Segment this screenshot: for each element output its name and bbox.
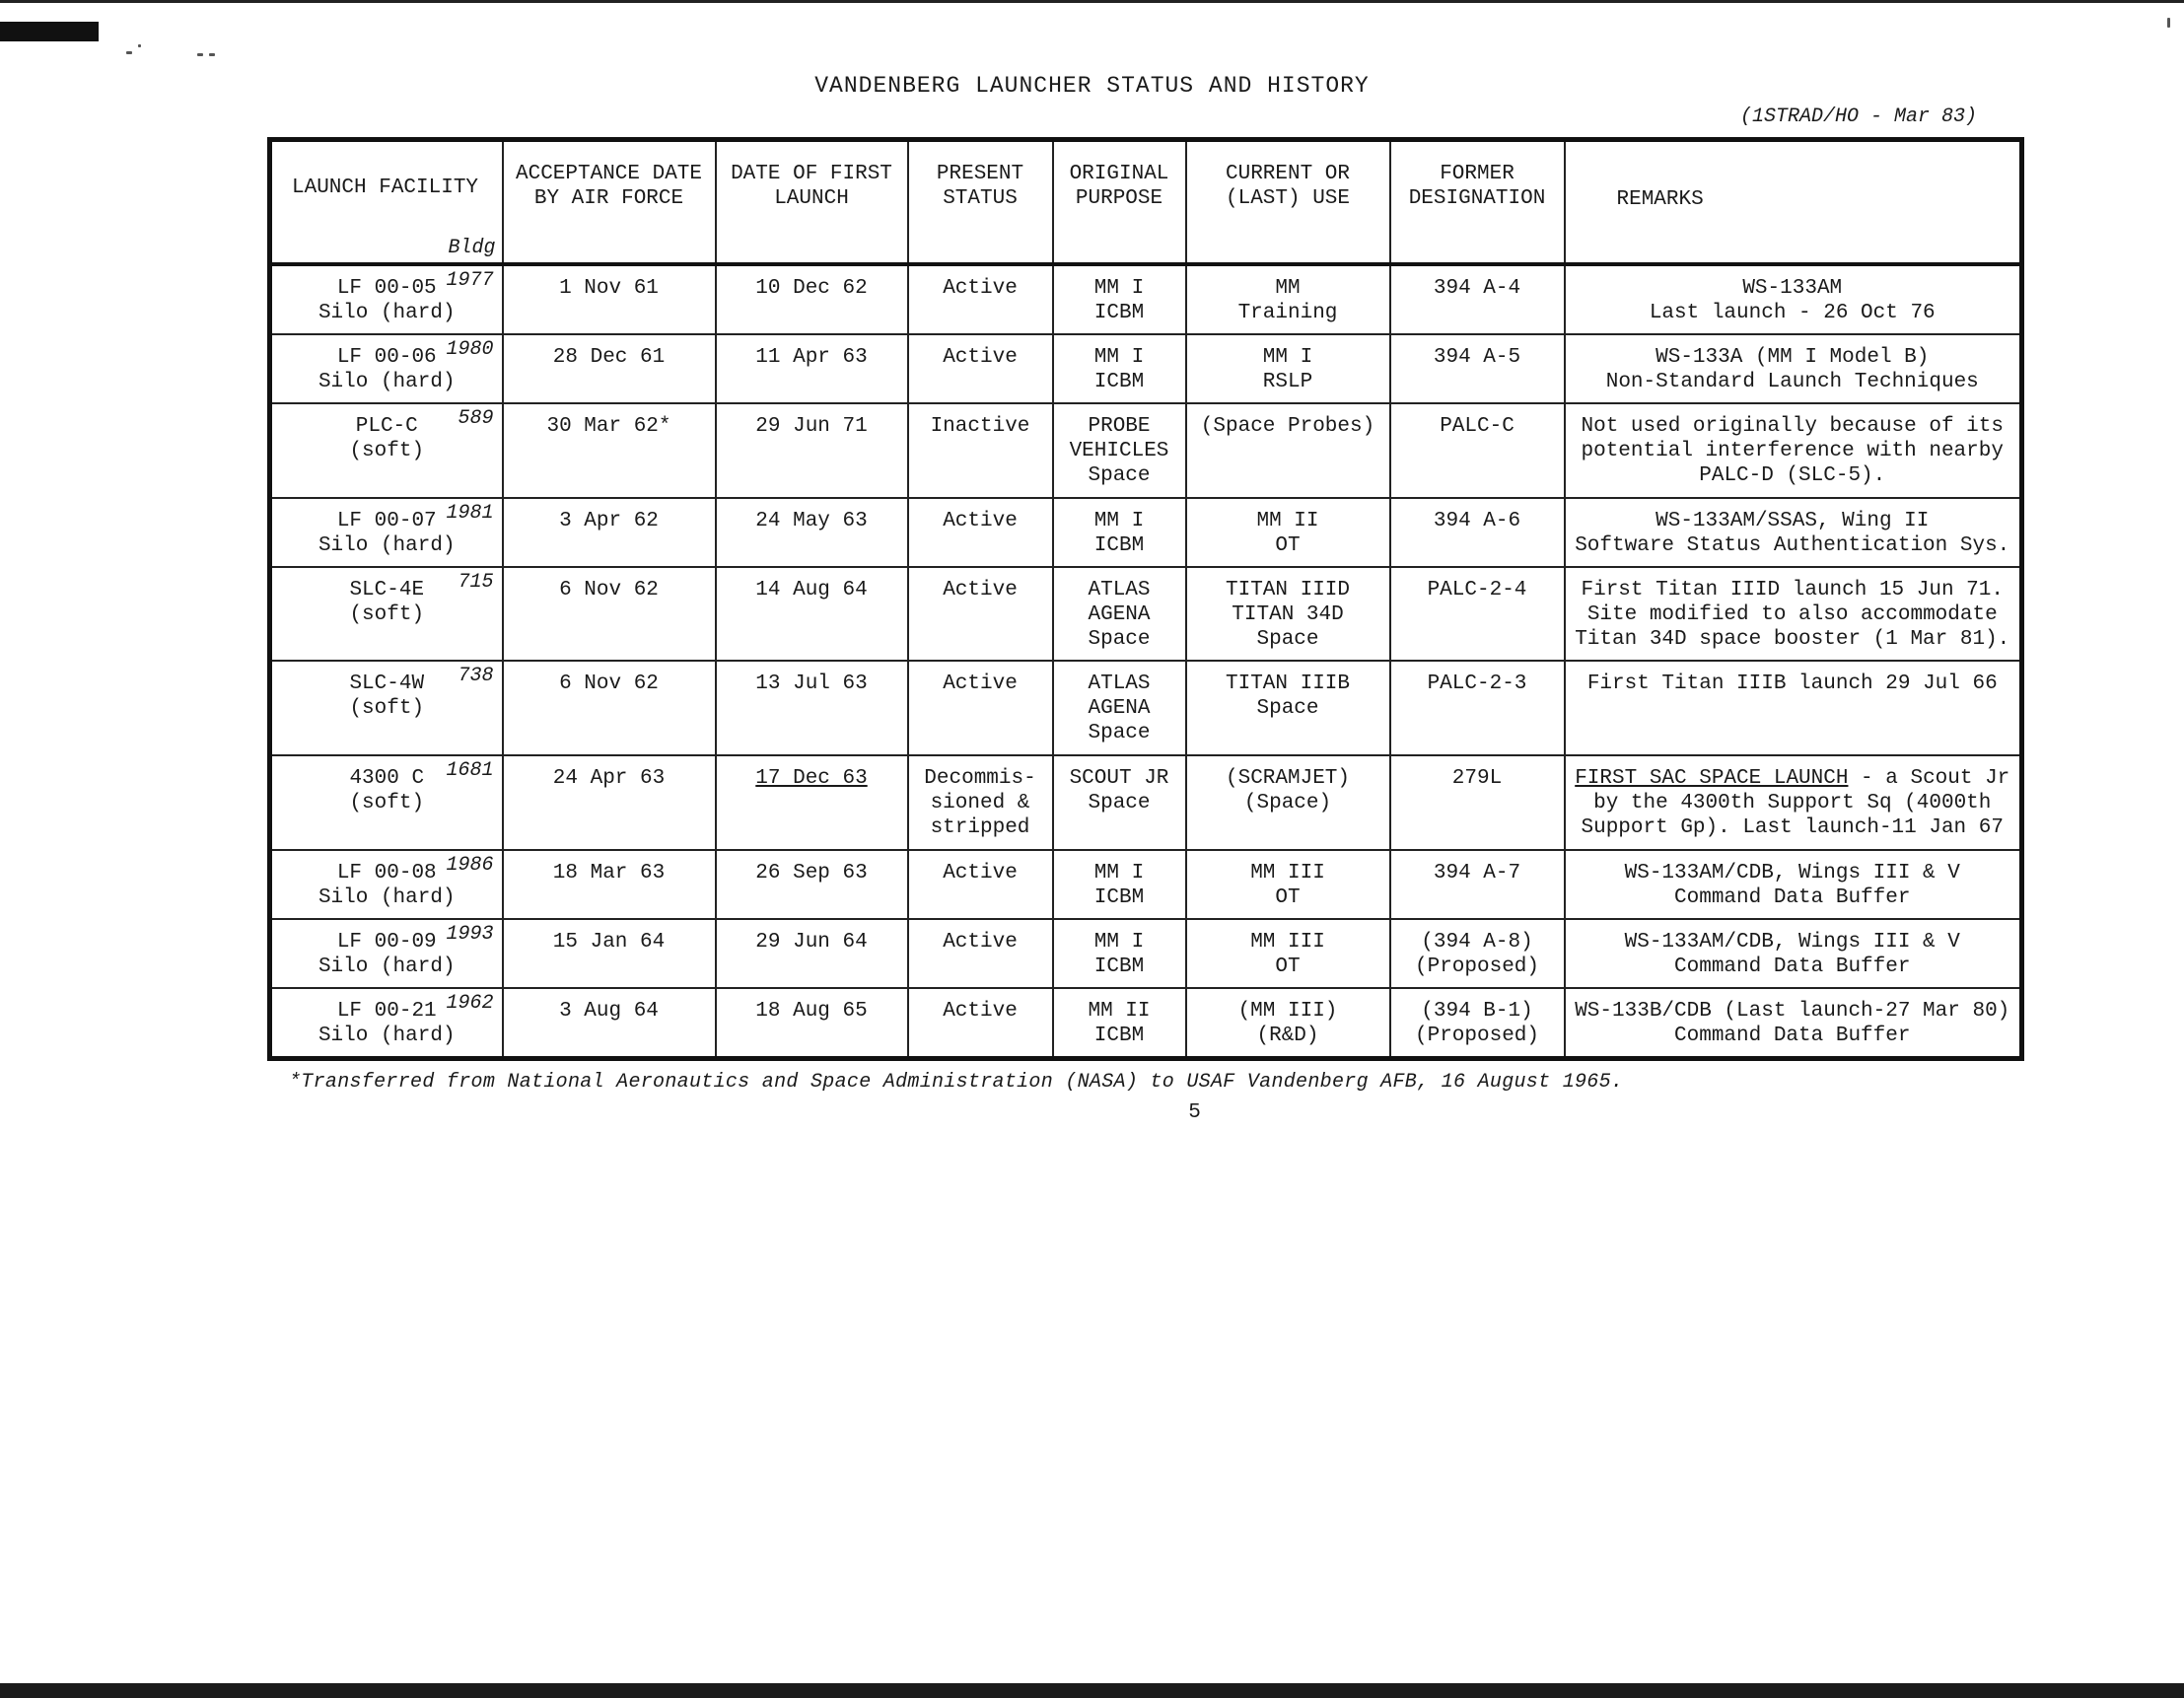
header-line: DESIGNATION [1408,187,1546,210]
cell-line: Silo (hard) [317,885,456,909]
cell-original-purpose [1053,264,1186,334]
cell-line: ICBM [1093,1024,1145,1047]
cell-former-designation [1390,661,1565,755]
cell-line: Command Data Buffer [1674,885,1911,909]
top-scan-edge [0,0,2184,3]
remarks-lead-text: FIRST SAC SPACE LAUNCH [1575,767,1849,791]
cell-line: ICBM [1093,955,1145,978]
cell-first-launch-text: 14 Aug 64 [755,578,868,601]
cell-remarks [1565,850,2022,919]
bottom-scan-edge [0,1683,2184,1698]
cell-line: 394 A-5 [1433,346,1521,370]
cell-bldg-number: 1986 [446,853,494,877]
cell-line: PLC-C [355,415,418,438]
header-acceptance-date [503,140,716,265]
cell-line: MM II [1088,999,1151,1023]
cell-current-use [1186,567,1390,662]
cell-line: LF 00-21 [336,999,437,1023]
cell-first-launch-text: 10 Dec 62 [755,277,868,300]
cell-line: Active [943,861,1018,884]
cell-line: 279L [1451,767,1503,791]
scan-speck [126,51,132,54]
cell-remarks [1565,334,2022,403]
cell-line: Non-Standard Launch Techniques [1605,371,1979,394]
cell-remarks [1565,498,2022,567]
remarks-text: - a Scout Jr [1848,767,2010,791]
cell-line: WS-133B/CDB (Last launch-27 Mar 80) [1575,999,2010,1023]
cell-line: MM [1275,277,1301,300]
cell-line: Inactive [930,415,1030,438]
cell-line: Titan 34D space booster (1 Mar 81). [1575,627,2010,651]
footnote: *Transferred from National Aeronautics and Space Administration (NASA) to USAF Vandenberg AFB, 16 August 1965. [289,1071,1624,1094]
cell-first-launch [716,334,908,403]
cell-line: ICBM [1093,371,1145,394]
cell-first-launch-text: 18 Aug 65 [755,999,868,1023]
cell-line: TITAN IIID [1225,578,1351,601]
header-line: ORIGINAL [1069,163,1169,185]
cell-line: Active [943,277,1018,300]
cell-line: Decommis- [924,767,1036,791]
cell-launch-facility [270,661,503,755]
cell-launch-facility [270,264,503,334]
cell-current-use [1186,264,1390,334]
cell-line: Active [943,999,1018,1023]
cell-line: ICBM [1093,302,1145,324]
cell-line: (SCRAMJET) [1225,767,1351,791]
cell-line: potential interference with nearby [1581,440,2004,462]
cell-line: SCOUT JR [1069,767,1169,791]
cell-line: MM I [1093,930,1145,954]
page-number: 5 [1188,1101,1201,1124]
cell-current-use [1186,919,1390,988]
cell-former-designation [1390,988,1565,1059]
header-present-status [908,140,1053,265]
cell-line: Silo (hard) [317,1024,456,1047]
table-header-row [270,140,2022,265]
cell-line: stripped [930,816,1030,840]
table-row [270,919,2022,988]
cell-line: sioned & [930,792,1030,815]
cell-line: MM III [1250,930,1325,954]
cell-line: WS-133AM/CDB, Wings III & V [1624,930,1960,954]
cell-line: Silo (hard) [317,955,456,978]
cell-line: MM I [1093,346,1145,370]
cell-present-status [908,334,1053,403]
cell-bldg-number: 1962 [446,991,494,1015]
cell-line: PALC-C [1440,415,1515,438]
cell-present-status [908,567,1053,662]
cell-first-launch [716,661,908,755]
cell-line: MM I [1093,861,1145,884]
cell-line: ATLAS [1088,578,1151,601]
cell-original-purpose [1053,403,1186,498]
cell-original-purpose [1053,498,1186,567]
cell-line: OT [1275,533,1301,557]
cell-current-use [1186,850,1390,919]
cell-remarks [1565,264,2022,334]
cell-line: LF 00-07 [336,509,437,532]
cell-line: Command Data Buffer [1674,955,1911,978]
cell-first-launch-text: 26 Sep 63 [755,861,868,884]
cell-original-purpose [1053,567,1186,662]
cell-original-purpose [1053,661,1186,755]
cell-line: (394 B-1) [1421,999,1533,1023]
table-row [270,850,2022,919]
cell-line: Space [1088,627,1151,651]
header-line: STATUS [943,187,1018,210]
cell-remarks [1565,988,2022,1059]
launcher-status-table [267,137,2024,1061]
cell-line: PALC-2-4 [1427,578,1527,601]
table-row [270,755,2022,850]
cell-launch-facility [270,919,503,988]
cell-line: LF 00-08 [336,861,437,884]
cell-line: Space [1256,627,1319,651]
cell-line: PALC-2-3 [1427,672,1527,696]
cell-line: Active [943,930,1018,954]
cell-former-designation [1390,567,1565,662]
table-row [270,661,2022,755]
cell-line: Active [943,578,1018,601]
cell-line: 394 A-7 [1433,861,1521,884]
cell-launch-facility [270,403,503,498]
table-body [270,264,2022,1059]
cell-acceptance-date: 15 Jan 64 [503,919,716,988]
cell-line: (394 A-8) [1421,930,1533,954]
cell-line: MM I [1262,346,1313,370]
cell-line: PROBE [1088,415,1151,438]
cell-remarks [1565,661,2022,755]
cell-line: MM I [1093,509,1145,532]
cell-line: Software Status Authentication Sys. [1575,533,2010,557]
header-launch-facility-label: LAUNCH FACILITY [292,177,479,199]
scan-speck [138,44,141,47]
header-line: FORMER [1440,163,1515,185]
cell-first-launch [716,919,908,988]
cell-present-status [908,264,1053,334]
cell-present-status [908,919,1053,988]
cell-line: (soft) [349,697,425,721]
cell-first-launch-text: 11 Apr 63 [755,346,868,370]
cell-line: Active [943,672,1018,696]
cell-line: Silo (hard) [317,371,456,394]
header-line: LAUNCH [774,187,849,210]
cell-line: First Titan IIID launch 15 Jun 71. [1581,578,2004,601]
cell-former-designation [1390,403,1565,498]
cell-line: Active [943,346,1018,370]
cell-original-purpose [1053,755,1186,850]
table-row [270,334,2022,403]
header-line: (LAST) USE [1225,187,1351,210]
cell-original-purpose [1053,334,1186,403]
cell-line: PALC-D (SLC-5). [1699,464,1886,487]
header-line: PURPOSE [1075,187,1163,210]
cell-line: Training [1237,302,1338,324]
header-line: CURRENT OR [1225,163,1351,185]
cell-line: TITAN IIIB [1225,672,1351,696]
cell-present-status [908,755,1053,850]
cell-acceptance-date: 1 Nov 61 [503,264,716,334]
cell-present-status [908,661,1053,755]
cell-line: (Space) [1243,792,1332,815]
cell-line: LF 00-09 [336,930,437,954]
cell-first-launch-text: 17 Dec 63 [755,767,868,791]
cell-launch-facility [270,498,503,567]
cell-current-use [1186,403,1390,498]
cell-line: VEHICLES [1069,440,1169,462]
cell-line: OT [1275,955,1301,978]
cell-line: Not used originally because of its [1581,415,2004,438]
header-former-designation [1390,140,1565,265]
header-line: DATE OF FIRST [731,163,892,185]
cell-acceptance-date: 6 Nov 62 [503,567,716,662]
cell-line: (soft) [349,602,425,626]
cell-bldg-number: 589 [458,407,494,430]
cell-first-launch [716,988,908,1059]
page-title: VANDENBERG LAUNCHER STATUS AND HISTORY [814,73,1370,99]
cell-line: (Space Probes) [1200,415,1375,438]
cell-acceptance-date: 18 Mar 63 [503,850,716,919]
cell-line: Silo (hard) [317,302,456,324]
cell-bldg-number: 1977 [446,269,494,292]
scan-speck [197,53,203,56]
table-row [270,988,2022,1059]
cell-present-status [908,403,1053,498]
cell-line: WS-133AM [1742,277,1843,300]
cell-line: (soft) [349,792,425,815]
cell-first-launch-text: 24 May 63 [755,509,868,532]
cell-line: Command Data Buffer [1674,1024,1911,1047]
cell-original-purpose [1053,919,1186,988]
cell-present-status [908,988,1053,1059]
cell-former-designation [1390,850,1565,919]
cell-bldg-number: 1993 [446,922,494,946]
cell-current-use [1186,334,1390,403]
cell-bldg-number: 1980 [446,338,494,362]
cell-remarks [1565,403,2022,498]
cell-launch-facility [270,334,503,403]
cell-acceptance-date: 3 Apr 62 [503,498,716,567]
document-reference: (1STRAD/HO - Mar 83) [1739,106,1977,128]
cell-former-designation [1390,498,1565,567]
cell-line: 394 A-4 [1433,277,1521,300]
cell-line: 4300 C [349,767,425,791]
cell-line: LF 00-05 [336,277,437,300]
cell-line: AGENA [1088,602,1151,626]
cell-current-use [1186,755,1390,850]
cell-line: (R&D) [1256,1024,1319,1047]
header-launch-facility [270,140,503,265]
cell-bldg-number: 715 [458,570,494,594]
cell-original-purpose [1053,850,1186,919]
cell-launch-facility [270,988,503,1059]
cell-bldg-number: 1681 [446,759,494,783]
cell-line [1574,766,2012,791]
cell-line: AGENA [1088,697,1151,721]
corner-scan-mark [0,22,99,41]
header-original-purpose [1053,140,1186,265]
cell-launch-facility [270,567,503,662]
cell-line: by the 4300th Support Sq (4000th [1593,792,1992,815]
cell-first-launch-text: 13 Jul 63 [755,672,868,696]
cell-line: (Proposed) [1414,1024,1540,1047]
cell-current-use [1186,988,1390,1059]
cell-line: ICBM [1093,885,1145,909]
cell-line: MM I [1093,277,1145,300]
cell-former-designation [1390,919,1565,988]
cell-line: ATLAS [1088,672,1151,696]
table-row [270,264,2022,334]
header-first-launch [716,140,908,265]
cell-former-designation [1390,334,1565,403]
cell-first-launch [716,403,908,498]
cell-line: WS-133A (MM I Model B) [1656,346,1930,370]
cell-line: First Titan IIIB launch 29 Jul 66 [1586,672,1998,696]
cell-line: ICBM [1093,533,1145,557]
cell-line: TITAN 34D [1232,602,1344,626]
header-current-use [1186,140,1390,265]
table-row [270,567,2022,662]
cell-line: WS-133AM/SSAS, Wing II [1656,509,1930,532]
cell-acceptance-date: 3 Aug 64 [503,988,716,1059]
cell-present-status [908,498,1053,567]
cell-remarks [1565,567,2022,662]
cell-line: Space [1088,722,1151,745]
cell-line: Support Gp). Last launch-11 Jan 67 [1581,816,2004,840]
cell-line: Site modified to also accommodate [1586,602,1998,626]
cell-line: Space [1088,792,1151,815]
cell-remarks [1565,755,2022,850]
cell-first-launch-text: 29 Jun 64 [755,930,868,954]
cell-line: RSLP [1262,371,1313,394]
cell-line: Space [1256,697,1319,721]
cell-former-designation [1390,755,1565,850]
cell-line: MM II [1256,509,1319,532]
cell-bldg-number: 1981 [446,501,494,525]
cell-current-use [1186,498,1390,567]
cell-first-launch-text: 29 Jun 71 [755,415,868,438]
cell-first-launch [716,567,908,662]
scan-speck [2167,18,2170,28]
cell-bldg-number: 738 [458,665,494,688]
cell-line: (MM III) [1237,999,1338,1023]
cell-line: (Proposed) [1414,955,1540,978]
cell-line: SLC-4E [349,578,425,601]
cell-original-purpose [1053,988,1186,1059]
cell-line: Last launch - 26 Oct 76 [1649,302,1936,324]
cell-line: 394 A-6 [1433,509,1521,532]
cell-line: Space [1088,464,1151,487]
table-row [270,403,2022,498]
header-line: PRESENT [936,163,1024,185]
cell-line: MM III [1250,861,1325,884]
cell-first-launch [716,850,908,919]
cell-line: SLC-4W [349,672,425,696]
cell-line: Silo (hard) [317,533,456,557]
cell-launch-facility [270,755,503,850]
cell-line: Active [943,509,1018,532]
cell-launch-facility [270,850,503,919]
cell-line: LF 00-06 [336,346,437,370]
header-line: BY AIR FORCE [533,187,684,210]
cell-remarks [1565,919,2022,988]
cell-line: OT [1275,885,1301,909]
header-line: ACCEPTANCE DATE [515,163,703,185]
cell-current-use [1186,661,1390,755]
header-remarks: REMARKS [1565,140,2022,265]
header-bldg-label: Bldg [448,237,496,259]
cell-line: WS-133AM/CDB, Wings III & V [1624,861,1960,884]
cell-first-launch [716,755,908,850]
cell-acceptance-date: 6 Nov 62 [503,661,716,755]
cell-first-launch [716,264,908,334]
cell-acceptance-date: 30 Mar 62* [503,403,716,498]
cell-line: (soft) [349,440,425,462]
cell-first-launch [716,498,908,567]
cell-former-designation [1390,264,1565,334]
cell-acceptance-date: 28 Dec 61 [503,334,716,403]
scan-speck [209,53,215,56]
cell-acceptance-date: 24 Apr 63 [503,755,716,850]
cell-present-status [908,850,1053,919]
table-row [270,498,2022,567]
